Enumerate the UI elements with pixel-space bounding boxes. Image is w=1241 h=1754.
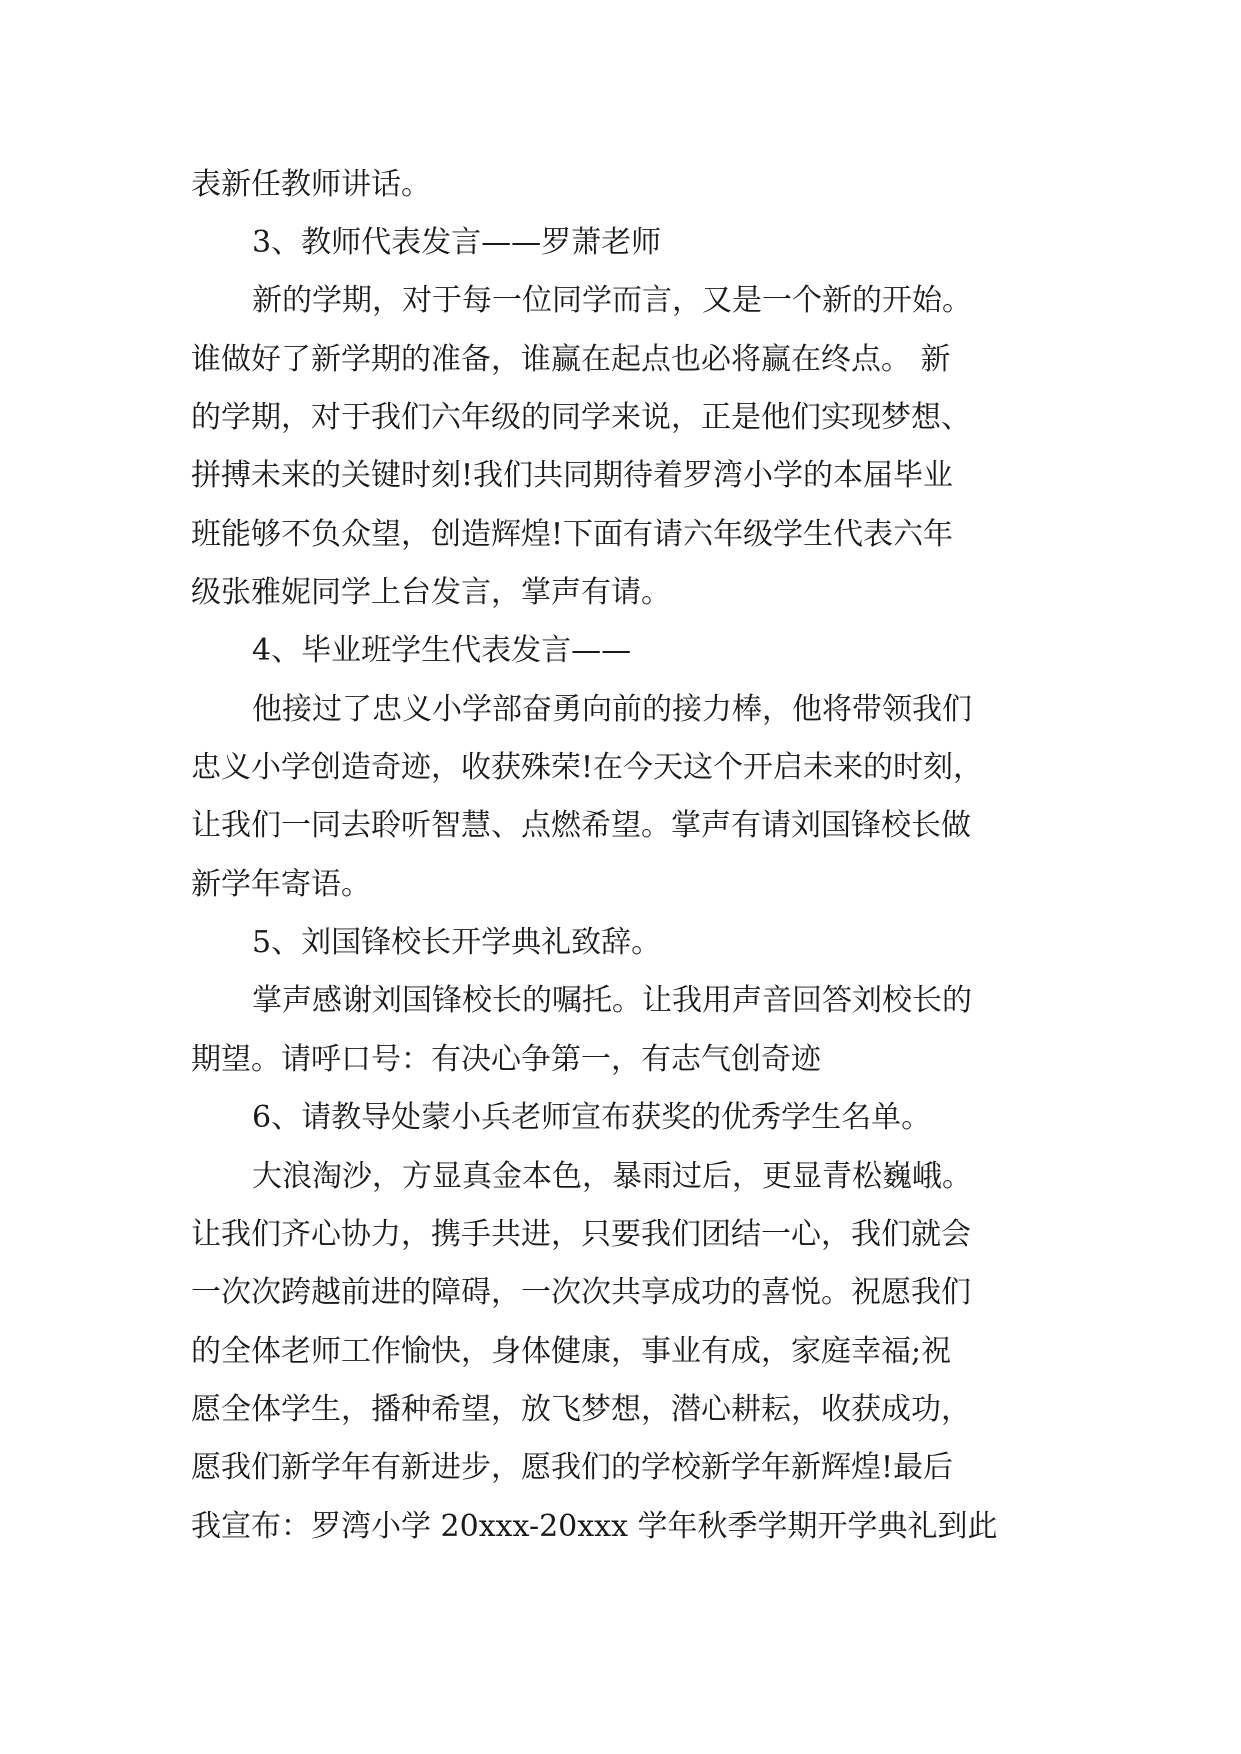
text-line-18: 大浪淘沙，方显真金本色，暴雨过后，更显青松巍峨。 — [252, 1159, 972, 1194]
text-line-24: 我宣布：罗湾小学 20xxx-20xxx 学年秋季学期开学典礼到此 — [191, 1509, 998, 1544]
text-line-22: 愿全体学生，播种希望，放飞梦想，潜心耕耘，收获成功， — [191, 1392, 971, 1427]
text-line-11: 忠义小学创造奇迹，收获殊荣!在今天这个开启未来的时刻， — [191, 750, 984, 785]
text-line-10: 他接过了忠义小学部奋勇向前的接力棒，他将带领我们 — [252, 692, 972, 727]
text-line-8: 级张雅妮同学上台发言，掌声有请。 — [191, 575, 671, 610]
text-line-6: 拼搏未来的关键时刻!我们共同期待着罗湾小学的本届毕业 — [191, 458, 954, 493]
text-line-3: 新的学期，对于每一位同学而言，又是一个新的开始。 — [252, 283, 972, 318]
text-line-17: 6、请教导处蒙小兵老师宣布获奖的优秀学生名单。 — [252, 1100, 932, 1135]
text-line-13: 新学年寄语。 — [191, 867, 371, 902]
text-line-9: 4、毕业班学生代表发言—— — [252, 633, 632, 668]
text-line-4: 谁做好了新学期的准备，谁赢在起点也必将赢在终点。 新 — [191, 342, 951, 377]
text-line-7: 班能够不负众望，创造辉煌!下面有请六年级学生代表六年 — [191, 517, 954, 552]
text-line-20: 一次次跨越前进的障碍，一次次共享成功的喜悦。祝愿我们 — [191, 1275, 971, 1310]
text-line-14: 5、刘国锋校长开学典礼致辞。 — [252, 925, 662, 960]
text-line-12: 让我们一同去聆听智慧、点燃希望。掌声有请刘国锋校长做 — [191, 808, 971, 843]
text-line-2: 3、教师代表发言——罗萧老师 — [252, 225, 662, 260]
text-line-21: 的全体老师工作愉快，身体健康，事业有成，家庭幸福;祝 — [191, 1334, 952, 1369]
text-line-1: 表新任教师讲话。 — [191, 167, 431, 202]
text-line-15: 掌声感谢刘国锋校长的嘱托。让我用声音回答刘校长的 — [252, 983, 972, 1018]
text-line-23: 愿我们新学年有新进步，愿我们的学校新学年新辉煌!最后 — [191, 1450, 954, 1485]
text-line-19: 让我们齐心协力，携手共进，只要我们团结一心，我们就会 — [191, 1217, 971, 1252]
text-line-5: 的学期，对于我们六年级的同学来说，正是他们实现梦想、 — [191, 400, 971, 435]
text-line-16: 期望。请呼口号：有决心争第一，有志气创奇迹 — [191, 1042, 821, 1077]
